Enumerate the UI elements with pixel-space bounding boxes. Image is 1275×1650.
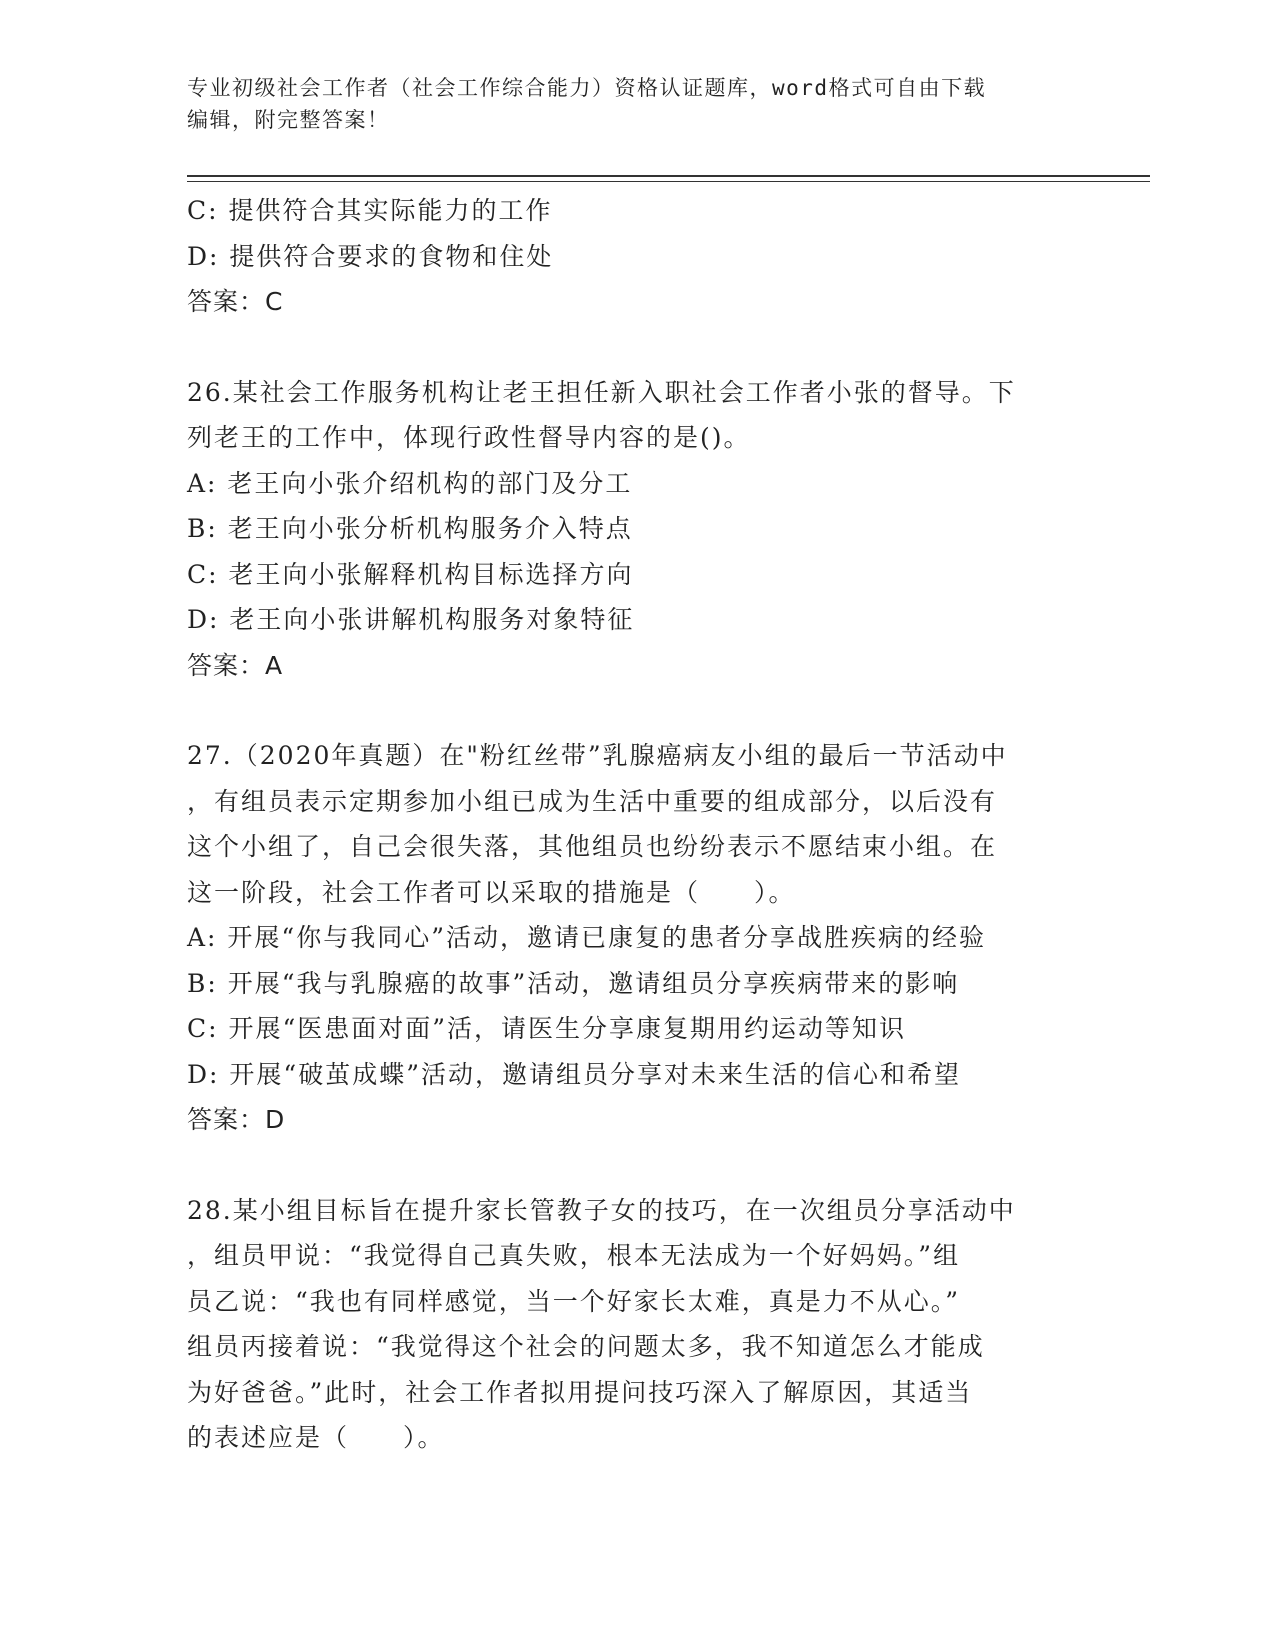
header-line-2: 编辑，附完整答案！ (187, 108, 390, 132)
q28-stem-line-5: 为好爸爸。”此时，社会工作者拟用提问技巧深入了解原因，其适当 (187, 1377, 973, 1407)
q26-option-c: C: 老王向小张解释机构目标选择方向 (187, 559, 634, 589)
q26-option-a: A: 老王向小张介绍机构的部门及分工 (187, 468, 633, 498)
spacer (187, 325, 1087, 370)
q28-stem-line-1: 28.某小组目标旨在提升家长管教子女的技巧，在一次组员分享活动中 (187, 1195, 1016, 1225)
q25-answer: 答案：C (187, 287, 284, 316)
q27-option-d: D: 开展“破茧成蝶”活动，邀请组员分享对未来生活的信心和希望 (187, 1059, 961, 1089)
q27-stem-line-4: 这一阶段，社会工作者可以采取的措施是（ ）。 (187, 877, 796, 907)
q28-stem-line-2: ，组员甲说：“我觉得自己真失败，根本无法成为一个好妈妈。”组 (187, 1241, 961, 1270)
header-divider-thin (187, 181, 1150, 182)
q26-stem-line-2: 列老王的工作中，体现行政性督导内容的是()。 (187, 423, 751, 452)
q28-stem-line-3: 员乙说：“我也有同样感觉，当一个好家长太难，真是力不从心。” (187, 1286, 961, 1316)
q27-answer: 答案：D (187, 1105, 286, 1134)
q28-stem-line-6: 的表述应是（ ）。 (187, 1423, 445, 1452)
header-divider-thick (187, 175, 1150, 177)
header-line-1: 专业初级社会工作者（社会工作综合能力）资格认证题库，word格式可自由下载 (187, 76, 987, 100)
q26-option-b: B: 老王向小张分析机构服务介入特点 (187, 514, 633, 543)
q27-option-b: B: 开展“我与乳腺癌的故事”活动，邀请组员分享疾病带来的影响 (187, 968, 960, 998)
q25-option-d: D: 提供符合要求的食物和住处 (187, 241, 554, 271)
q26-answer: 答案：A (187, 650, 284, 680)
q27-option-a: A: 开展“你与我同心”活动，邀请已康复的患者分享战胜疾病的经验 (187, 923, 986, 952)
q28-stem-line-4: 组员丙接着说：“我觉得这个社会的问题太多，我不知道怎么才能成 (187, 1332, 985, 1361)
q26-option-d: D: 老王向小张讲解机构服务对象特征 (187, 605, 635, 634)
document-header (187, 72, 1067, 136)
spacer (187, 688, 1087, 733)
q27-stem-line-3: 这个小组了，自己会很失落，其他组员也纷纷表示不愿结束小组。在 (187, 832, 998, 861)
q26-stem-line-1: 26.某社会工作服务机构让老王担任新入职社会工作者小张的督导。下 (187, 377, 1016, 407)
q27-option-c: C: 开展“医患面对面”活，请医生分享康复期用约运动等知识 (187, 1014, 907, 1043)
question-content (187, 188, 1087, 1461)
q27-stem-line-2: ，有组员表示定期参加小组已成为生活中重要的组成部分，以后没有 (187, 786, 998, 816)
q27-stem-line-1: 27.（2020年真题）在"粉红丝带”乳腺癌病友小组的最后一节活动中 (187, 741, 1008, 770)
spacer (187, 1143, 1087, 1188)
q25-option-c: C: 提供符合其实际能力的工作 (187, 196, 553, 225)
